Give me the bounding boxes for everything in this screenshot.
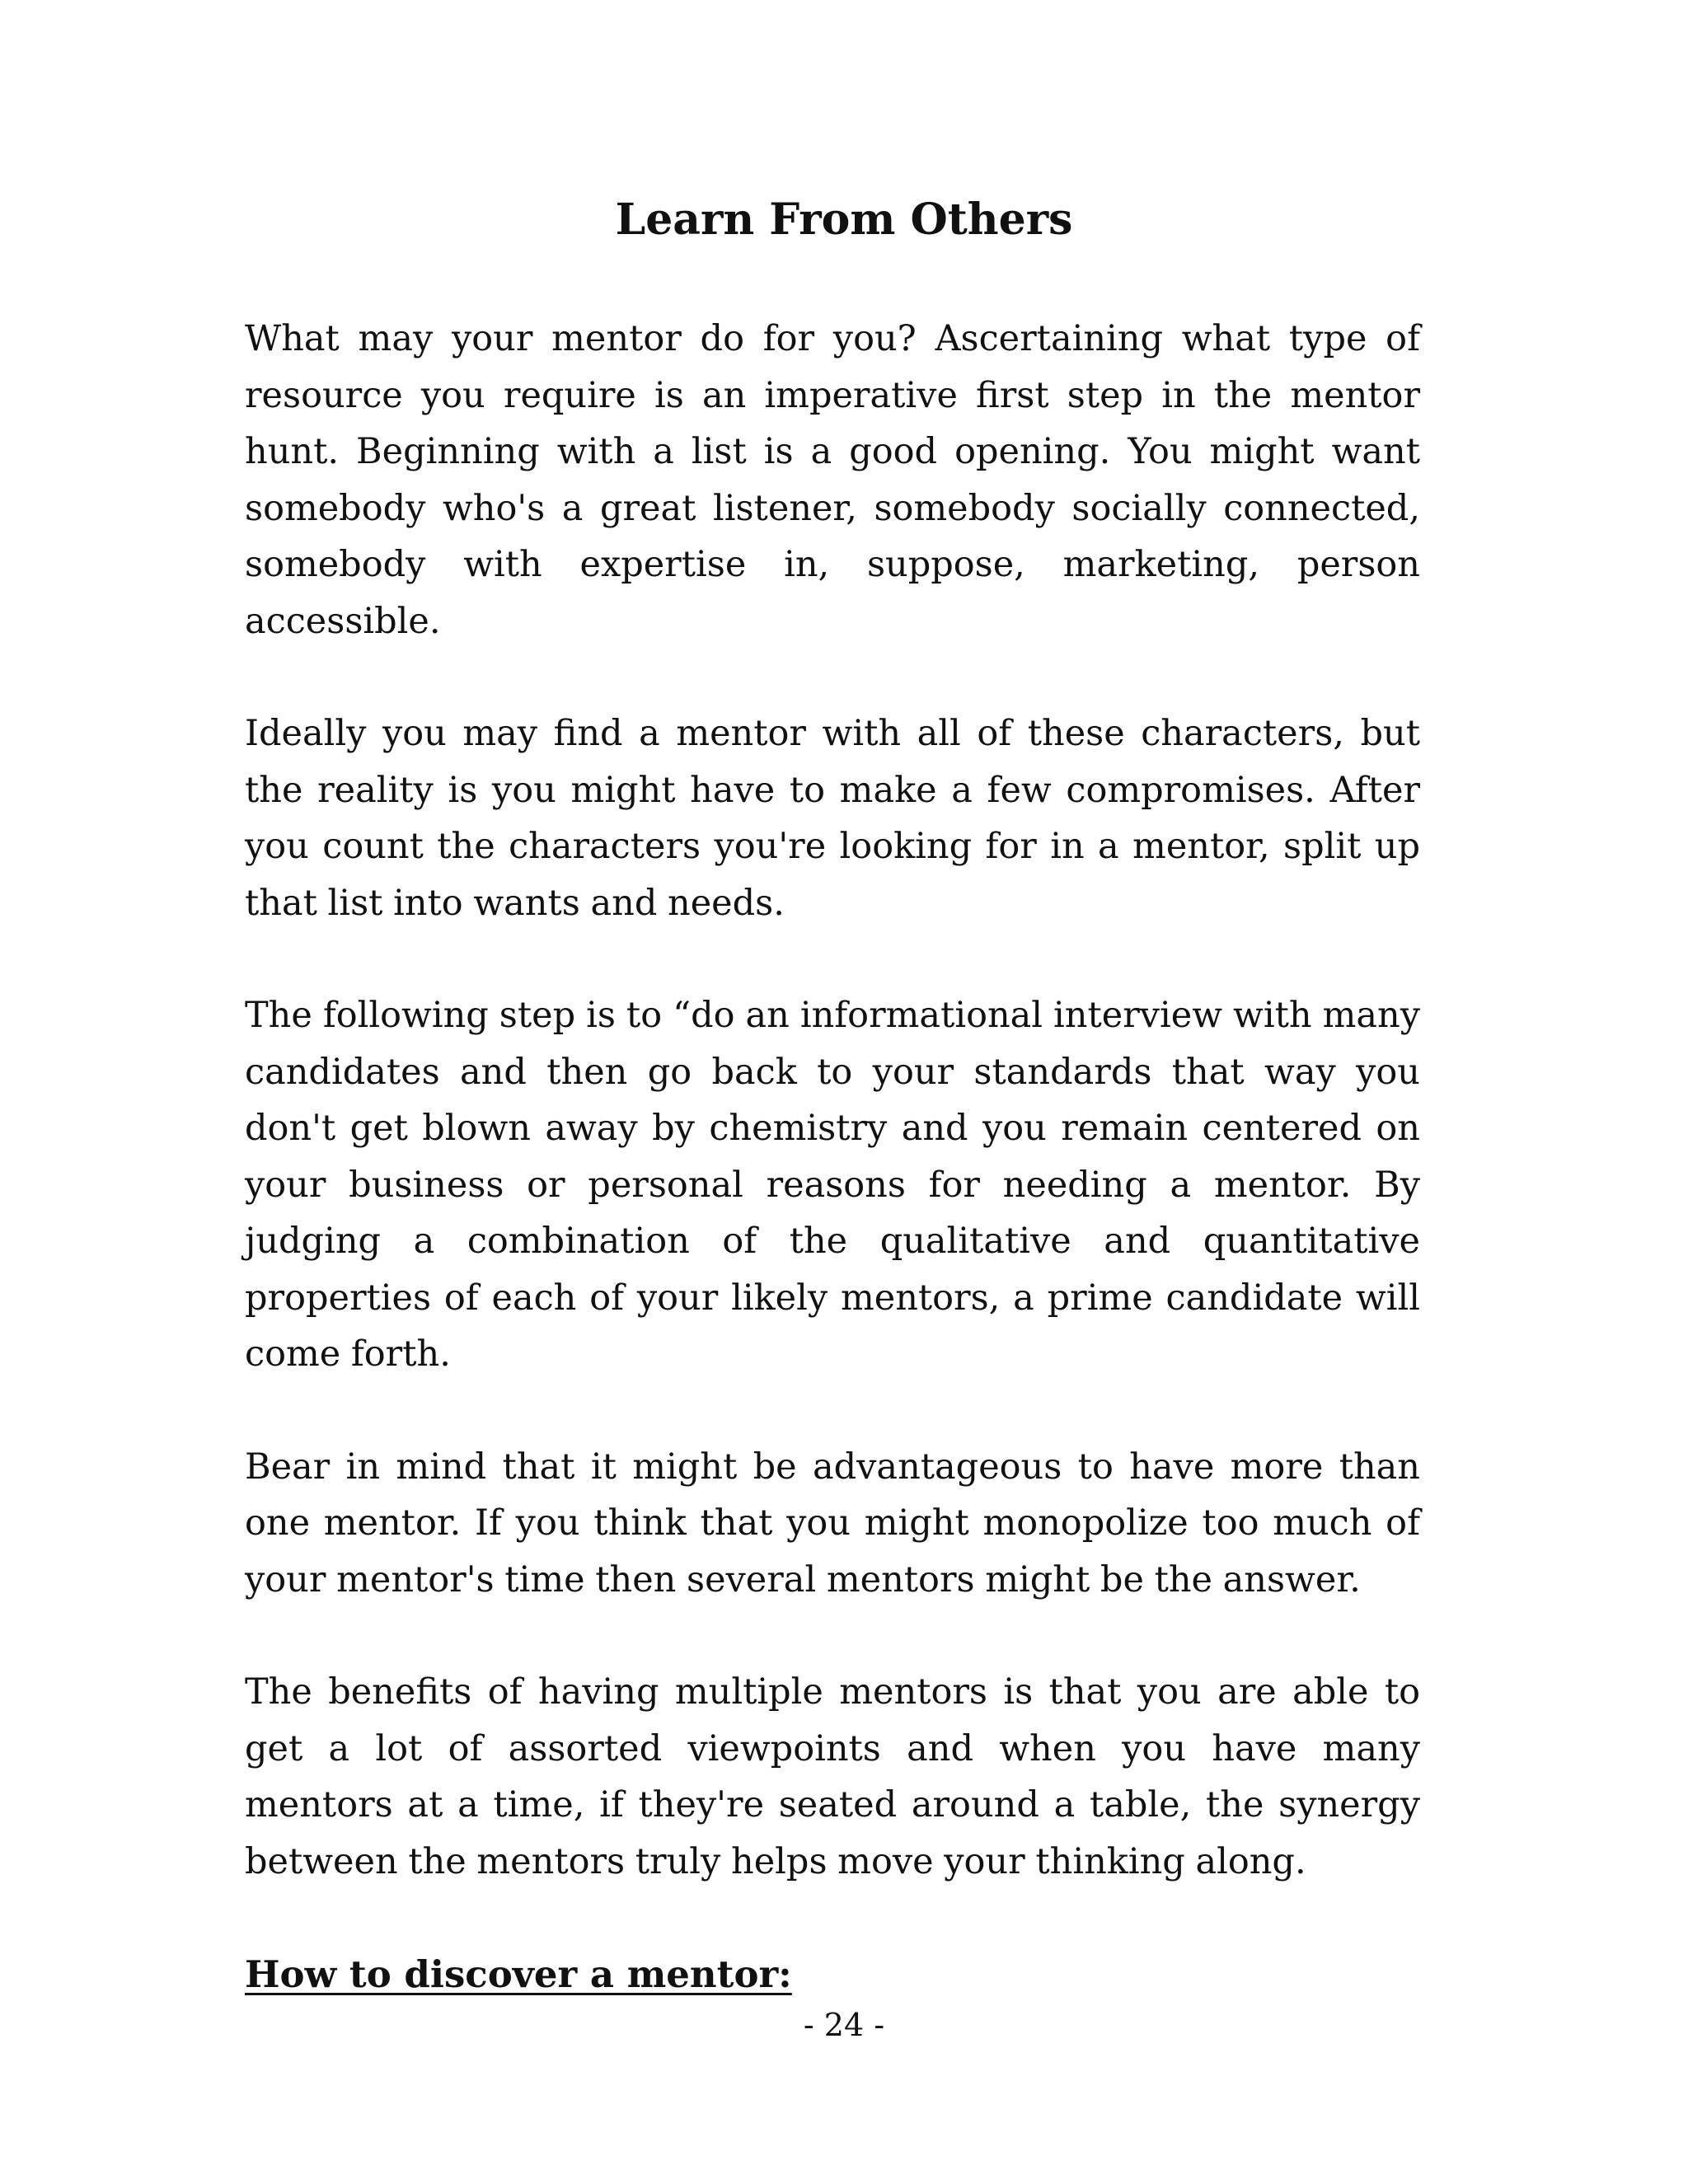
paragraph-2: Ideally you may find a mentor with all of these characters, but the reality is you might have to make a few compromises. After you count the characters you're looking for in a mentor, split up that list into wants and needs. (245, 713, 1420, 924)
body-text (245, 311, 1420, 2004)
paragraph-1: What may your mentor do for you? Ascertaining what type of resource you require is an imperative first step in the mentor hunt. Beginning with a list is a good opening. You might want somebody who's a great listener, somebody socially connected, somebody with expertise in, suppose, marketing, person accessible. (245, 318, 1420, 642)
page-title: Learn From Others (615, 194, 1073, 245)
section-subheading: How to discover a mentor: (245, 1952, 792, 1996)
paragraph-5: The benefits of having multiple mentors is that you are able to get a lot of assorted viewpoints and when you have many mentors at a time, if they're seated around a table, the synergy between the mentors truly helps move your thinking along. (245, 1671, 1420, 1882)
page-number: - 24 - (803, 2007, 885, 2043)
paragraph-4: Bear in mind that it might be advantageous to have more than one mentor. If you think that you might monopolize too much of your mentor's time then several mentors might be the answer. (245, 1446, 1420, 1601)
paragraph-3: The following step is to “do an informational interview with many candidates and then go back to your standards that way you don't get blown away by chemistry and you remain centered on your business or personal reasons for needing a mentor. By judging a combination of the qualitative and quantitative properties of each of your likely mentors, a prime candidate will come forth. (245, 995, 1420, 1375)
